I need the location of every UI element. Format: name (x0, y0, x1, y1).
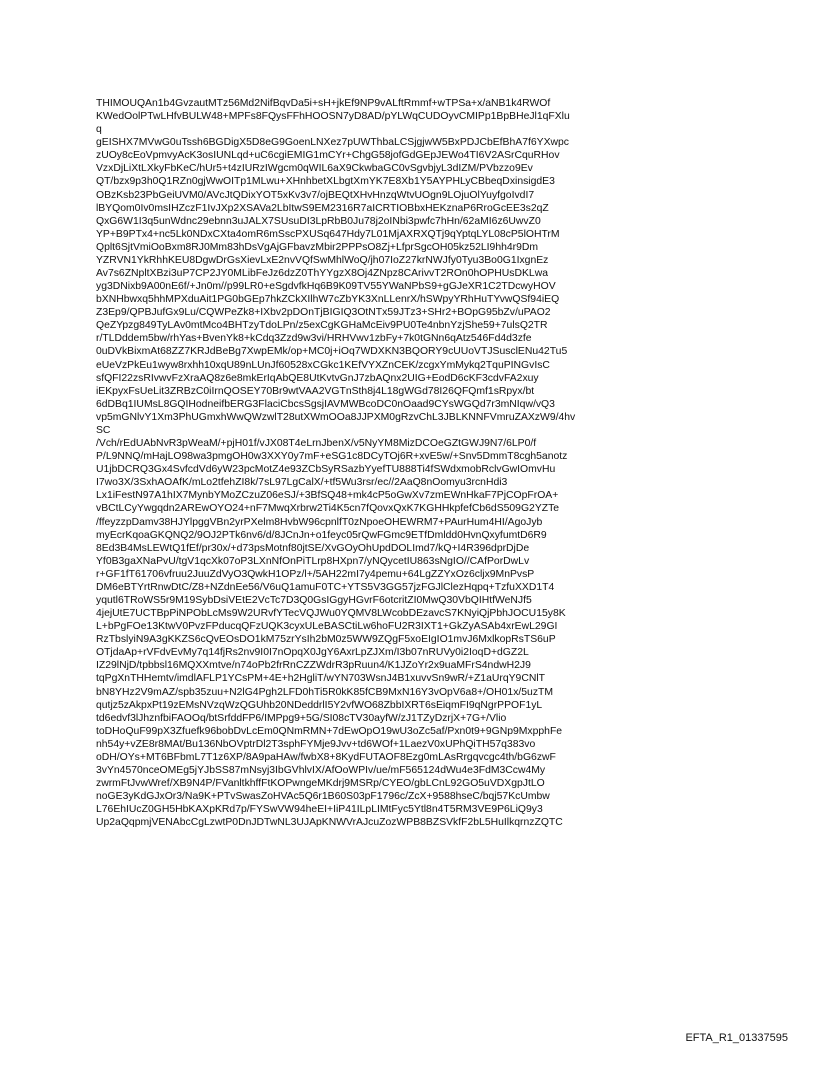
text-line: 0uDVkBixmAt68ZZ7KRJdBeBg7XwpEMk/op+MC0j+iOq7WDXKN3BQORY9cUUoVTJSusclENu42Tu5 (96, 346, 568, 358)
text-line: vBCtLCyYwgqdn2AREwOYO24+nF7MwqXrbrw2Ti4K5cn7fQovxQxK7KGHHkpfefCb6dS509G2YZTe (96, 503, 560, 515)
text-line: yqutl6TRoWS5r9M19SybDsiVEtE2VcTc7D3Q0GsIGgyHGvrF6otcritZI0MwQ30VbQIHtfWeNJf5 (96, 594, 532, 606)
text-line: tqPgXnTHHemtv/imdlAFLP1YCsPM+4E+h2HgliT/wYN703WsnJ4B1xuvvSn9wR/+Z1aUrqY9CNlT (96, 673, 545, 685)
text-line: sfQFI22zsRIvwvFzXraAQ8z6e8mkErIqAbQE8UtKvtvGnJ7zbAQnx2UIG+EodD6cKF3cdvFA2xuy (96, 372, 539, 384)
text-line: P/L9NNQ/mHajLO98wa3pmgOH0w3XXY0y7mF+eSG1c8DCyTOj6R+xvE5w/+Snv5DmmT8cgh5anotz (96, 451, 568, 463)
text-line: Lx1iFestN97A1hIX7MynbYMoZCzuZ06eSJ/+3BfSQ48+mk4cP5oGwXv7zmEWnHkaF7PjCOpFrOA+ (96, 490, 559, 502)
text-line: lBYQom0Iv0msIHZczF1IvJXp2XSAVa2LbItwS9EM2316R7aICRTIOBbxHEKznaP6RroGcEE3s2qZ (96, 202, 549, 214)
text-line: 6dDBq1IUMsL8GQIHodneifbERG3FlaciCbcsSgsjIAVMWBcoDC0nOaad9CYsWGQd7r3mNIqw/vQ3 (96, 398, 555, 410)
text-line: zUOy8cEoVpmvyAcK3osIUNLqd+uC6cgiEMIG1mCYr+ChgG58jofGdGEpJEWo4TI6V2ASrCquRHov (96, 150, 560, 162)
text-line: DM6eBTYrtRnwDtC/Z8+NZdnEe56/V6uQ1amuF0TC+YTS5V3GG57jzFGJlClezHqpq+TzfuXXD1T4 (96, 581, 555, 593)
text-line: OBzKsb23PbGeiUVM0/AVcJtQDixYOT5xKv3v7/ojBEQtXHvHnzqWtvUOgn9LOjuOlYuyfgoIvdI7 (96, 189, 535, 201)
text-line: U1jbDCRQ3Gx4SvfcdVd6yW23pcMotZ4e93ZCbSyRSazbYyefTU888Ti4fSWdxmobRclvGwIOmvHu (96, 464, 556, 476)
text-line: r+GF1fT61706vfruu2JuuZdVyO3QwkH1OPz/l+/5AH22mI7y4pemu+64LgZZYxOz6cljx9MnPvsP (96, 568, 535, 580)
text-line: eUeVzPkEu1wyw8rxhh10xqU89nLUnJf60528xCGkc1KEfVYXZnCEK/zcgxYmMykq2TquPINGvIsC (96, 359, 550, 371)
text-line: yg3DNixb9A00nE6f/+Jn0m//p99LR0+eSgdvfkHq6B9K09TV55YWaNPbS9+gGJeXR1C2TDcwyHOV (96, 281, 556, 293)
text-line: nh54y+vZE8r8MAt/Bu136NbOVptrDl2T3sphFYMje9Jvv+td6WOf+1LaezV0xUPhQiTH57q383vo (96, 738, 536, 750)
text-line: /ffeyzzpDamv38HJYlpggVBn2yrPXelm8HvbW96cpnlfT0zNpoeOHEWRM7+PAurHum4HI/AgoJyb (96, 516, 543, 528)
text-line: I7wo3X/3SxhAOAfK/mLo2tfehZI8k/7sL97LgCalX/+tf5Wu3rsr/ec//2AaQ8nOomyu3rcnHdi3 (96, 477, 508, 489)
text-line: OTjdaAp+rVFdvEvMy7q14fjRs2nv9I0I7nOpqX0JgY6AxrLpZJXm/I3b07nRUVy0i2IoqD+dGZ2L (96, 647, 529, 659)
text-line: iEKpyxFsUeLit3ZRBzC0iIrnQOSEY70Br9wtVAA2VGTnSth8j4L18gWGd78I26QFQmf1sRpyx/bt (96, 385, 535, 397)
text-line: qutjz5zAkpxPt19zEMsNVzqWzQGUhb20NDeddrlI5Y2vfWO68ZbbIXRT6sEiqmFI9qNgrPPOF1yL (96, 699, 543, 711)
text-line: YP+B9PTx4+nc5Lk0NDxCXta4omR6mSscPXUSq647Hdy7L01MjAXRXQTj9qYptqLYL08cP5lOHTrM (96, 228, 560, 240)
text-line: QxG6W1I3q5unWdnc29ebnn3uJALX7SUsuDI3LpRbB0Ju78j2oINbi3pwfc7hHn/62aMI6z6UwvZ0 (96, 215, 541, 227)
text-line: QT/bzx9p3h0Q1RZn0gjWwOITp1MLwu+XHnhbetXLbgtXmYK7E8Xb1Y5AYPHLyCBbeqDxinsigdE3 (96, 176, 555, 188)
text-line: Av7s6ZNpltXBzi3uP7CP2JY0MLibFeJz6dzZ0ThYYgzX8Oj4ZNpz8CArivvT2ROn0hOPHUsDKLwa (96, 268, 548, 280)
text-line: QeZYpzg849TyLAv0mtMco4BHTzyTdoLPn/z5exCgKGHaMcEiv9PU0Te4nbnYzjShe59+7ulsQ2TR (96, 320, 548, 332)
text-line: L+bPgFOe13KtwV0PvzFPducqQFzUQK3cyxULeBASCtiLw6hoFU2R3IXT1+GkZyASAb4xrEwL29GI (96, 621, 558, 633)
text-line: myEcrKqoaGKQNQ2/9OJ2PTk6nv6/d/8JCnJn+o1feyc05rQwFGmc9ETfDmldd0HvnQxyfumtD6R9 (96, 529, 547, 541)
text-line: Yf0B3gaXNaPvU/tgV1qcXk07oP3LXnNfOnPiTLrp8HXpn7/yNQycetIU863sNgIO//CAfPorDwLv (96, 555, 530, 567)
text-line: td6edvf3lJhznfbiFAOOq/btSrfddFP6/IMPpg9+5G/SI08cTV30ayfW/zJ1TZyDzrjX+7G+/Vlio (96, 712, 507, 724)
text-line: q (96, 124, 102, 136)
text-line: zwrmFtJvwWref/XB9N4P/FVanltkhffFtKOPwngeMKdrj9MSRp/CYEO/gbLCnL92GO5uVDXgpJtLO (96, 778, 545, 790)
text-line: vp5mGNlvY1Xm3PhUGmxhWwQWzwlT28utXWmOOa8JJPXM0gRzvChL3JBLKNNFVmruZAXzW9/4hv (96, 411, 576, 423)
text-line: L76EhIUcZ0GH5HbKAXpKRd7p/FYSwVW94heEI+IiP41ILpLIMtFyc5Ytl8n4T5RM3VE9P6LiQ9y3 (96, 804, 543, 816)
text-line: VzxDjLiXtLXkyFbKeC/hUr5+t4zIURzIWgcm0qWIL6aX9CkwbaGC0vSgvbjyL3dIZM/PVbzzo9Ev (96, 163, 533, 175)
encoded-text-block (96, 97, 736, 829)
text-line: KWedOolPTwLHfvBULW48+MPFs8FQysFFhHOOSN7yD8AD/pYLWqCUDOyvCMIPp1BpBHeJl1qFXlu (96, 111, 570, 123)
document-id-footer: EFTA_R1_01337595 (685, 1032, 788, 1044)
text-line: YZRVN1YkRhhKEU8DgwDrGsXievLxE2nvVQfSwMhlWoQ/jh07IoZ27krNWJfy0Tyu3Bo0G1IxgnEz (96, 254, 549, 266)
text-line: toDHoQuF99pX3Zfuefk96bobDvLcEm0QNmRMN+7dEwOpO19wU3oZc5af/Pxn0t9+9GNp9MxpphFe (96, 725, 563, 737)
text-line: THIMOUQAn1b4GvzautMTz56Md2NifBqvDa5i+sH+jkEf9NP9vALftRmmf+wTPSa+x/aNB1k4RWOf (96, 98, 551, 109)
text-line: RzTbslyiN9A3gKKZS6cQvEOsDO1kM75zrYsIh2bM0z5WW9ZQgF5xoEIgIO1mvJ6MxlkopRsTS6uP (96, 634, 556, 646)
text-line: noGE3yKdGJxOr3/Na9K+PTvSwasZoHVAc5Q6r1B60S03pF1796c/ZcX+9588hseC/bqj57KcUmbw (96, 791, 550, 803)
text-line: 3vYn4570nceOMEg5jYJbSS87mNsyj3IbGVhlvIX/AfOoWPIv/ue/mF565124dWu4e3FdM3Ccw4My (96, 764, 546, 776)
text-line: oDH/OYs+MT6BFbmL7T1z6XP/8A9paHAw/fwbX8+8KydFUTAOF8Ezg0mLAsRrgqvcgc4th/bG6zwF (96, 751, 556, 763)
text-line: bN8YHz2V9mAZ/spb35zuu+N2lG4Pgh2LFD0hTi5R0kK85fCB9MxN16Y3vOpV6a8+/OH01x/5uzTM (96, 686, 554, 698)
text-line: r/TLDddem5bw/rhYas+BvenYk8+kCdq3Zzd9w3vi/HRHVwv1zbFy+7k0tGNn6qAtz546Fd4d3zfe (96, 333, 532, 345)
text-line: 4jejUtE7UCTBpPiNPObLcMs9W2URvfYTecVQJWu0YQMV8LWcobDEzavcS7KNyiQjPbhJOCU15y8K (96, 608, 566, 620)
text-line: SC (96, 424, 111, 436)
text-line: 8Ed3B4MsLEWtQ1fEf/pr30x/+d73psMotnf80jtSE/XvGOyOhUpdDOLImd7/kQ+I4R396dprDjDe (96, 542, 530, 554)
text-line: Z3Ep9/QPBJufGx9Lu/CQWPeZk8+IXbv2pDOnTjBIGIQ3OtNTx59JTz3+SHr2+BOpG95bZv/uPAO2 (96, 307, 551, 319)
text-line: gEISHX7MVwG0uTssh6BGDigX5D8eG9GoenLNXez7pUWThbaLCSjgjwW5BxPDJCbEfBhA7f6YXwpc (96, 137, 569, 149)
text-line: Qplt6SjtVmiOoBxm8RJ0Mm83hDsVgAjGFbavzMbir2PPPsO8Zj+LfprSgcOH05kz52LI9hh4r9Dm (96, 241, 539, 253)
text-line: IZ29lNjD/tpbbsl16MQXXmtve/n74oPb2frRnCZZWdrR3pRuun4/K1JZoYr2x9uaMFrS4ndwH2J9 (96, 660, 531, 672)
text-line: bXNHbwxq5hhMPXduAit1PG0bGEp7hkZCkXIlhW7cZbYK3XnLLenrX/hSWpyYRhHuTYvwQSf94iEQ (96, 294, 560, 306)
text-line: Up2aQqpmjVENAbcCgLzwtP0DnJDTwNL3UJApKNWVrAJcuZozWPB8BZSVkfF2bL5HuIlkqrnzZQTC (96, 817, 563, 829)
text-line: /Vch/rEdUAbNvR3pWeaM/+pjH01f/vJX08T4eLrnJbenX/v5NyYM8MizDCOeGZtGWJ9N7/6LP0/f (96, 438, 537, 450)
